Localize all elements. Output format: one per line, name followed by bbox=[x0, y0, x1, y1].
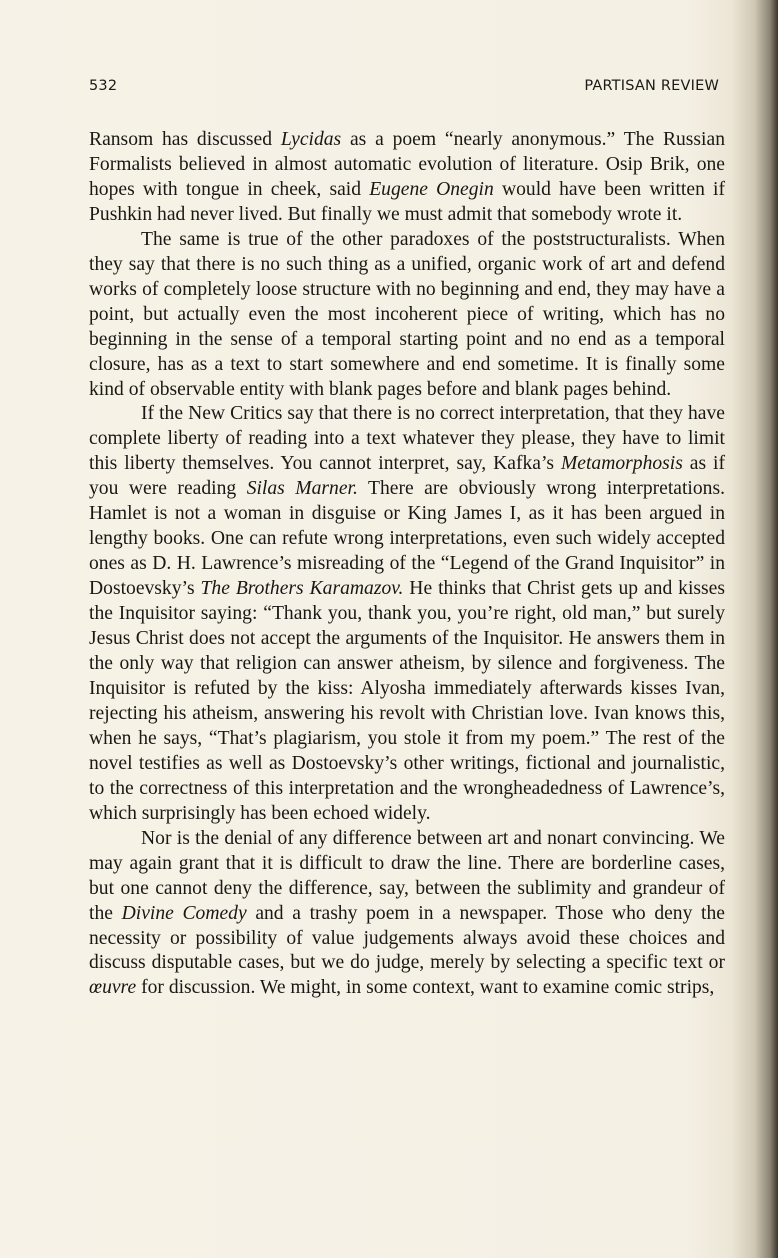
paragraph bbox=[89, 128, 725, 228]
page-number: 532 bbox=[89, 78, 118, 94]
paragraph bbox=[89, 827, 725, 1002]
text-run: He thinks that Christ gets up and kisses the Inquisitor saying: “Thank you, thank you, you’re right, old man,” but surely Jesus Christ does not accept the arguments of the Inquisitor. He answers them in the only way that religion can answer atheism, by silence and forgiveness. The Inquisitor is refuted by the kiss: Alyosha immediately afterwards kisses Ivan, rejecting his atheism, answering his revolt with Christian love. Ivan knows this, when he says, “That’s plagiarism, you stole it from my poem.” The rest of the novel testifies as well as Dostoevsky’s other writings, fictional and journalistic, to the correctness of this interpretation and the wrongheadedness of Lawrence’s, which surprisingly has been echoed widely. bbox=[89, 578, 725, 824]
italic-title: Lycidas bbox=[280, 129, 342, 150]
paragraph bbox=[89, 402, 725, 826]
italic-title: Divine Comedy bbox=[121, 902, 247, 924]
italic-title: Silas Marner. bbox=[246, 478, 358, 500]
running-title: PARTISAN REVIEW bbox=[584, 78, 719, 94]
text-run: Nor is the denial of any difference between art and nonart convincing. We may again grant that it is difficult to draw the line. There are borderline cases, but one cannot deny the difference, say, between the sublimity and grandeur of the bbox=[89, 827, 725, 924]
italic-title: œuvre bbox=[89, 977, 137, 999]
italic-title: Eugene Onegin bbox=[369, 178, 494, 200]
text-run: as a poem “nearly anonymous.” The Russian Formalists believed in almost automatic evolution of literature. Osip Brik, one hopes with tongue in cheek, said bbox=[89, 129, 725, 200]
text-run: There are obviously wrong interpretations. Hamlet is not a woman in disguise or King James I, as it has been argued in lengthy books. One can refute wrong interpretations, even such widely accepted ones as D. H. Lawrence’s misreading of the “Legend of the Grand Inquisitor” in Dostoevsky’s bbox=[89, 478, 725, 600]
text-run: for discussion. We might, in some context, want to examine comic strips, bbox=[136, 977, 715, 999]
text-run: and a trashy poem in a newspaper. Those who deny the necessity or possibility of value judgements always avoid these choices and discuss disputable cases, but we do judge, merely by selecting a specific text or bbox=[89, 902, 725, 974]
italic-title: The Brothers Karamazov. bbox=[200, 578, 404, 600]
italic-title: Metamorphosis bbox=[560, 453, 683, 475]
text-run: as if you were reading bbox=[89, 453, 725, 500]
text-run: The same is true of the other paradoxes of the poststructuralists. When they say that there is no such thing as a unified, organic work of art and defend works of completely loose structure with no beginning and end, they may have a point, but actually even the most incoherent piece of writing, which has no beginning in the sense of a temporal starting point and no end as a temporal closure, has as a text to start somewhere and end sometime. It is finally some kind of observable entity with blank pages before and blank pages behind. bbox=[89, 228, 725, 400]
body-text bbox=[89, 128, 725, 1001]
paragraph bbox=[89, 228, 725, 403]
text-run: If the New Critics say that there is no correct interpretation, that they have complete liberty of reading into a text whatever they please, they have to limit this liberty themselves. You cannot interpret, say, Kafka’s bbox=[89, 403, 725, 475]
text-run: Ransom has discussed bbox=[89, 129, 281, 150]
text-run: would have been written if Pushkin had never lived. But finally we must admit that somebody wrote it. bbox=[89, 178, 725, 225]
